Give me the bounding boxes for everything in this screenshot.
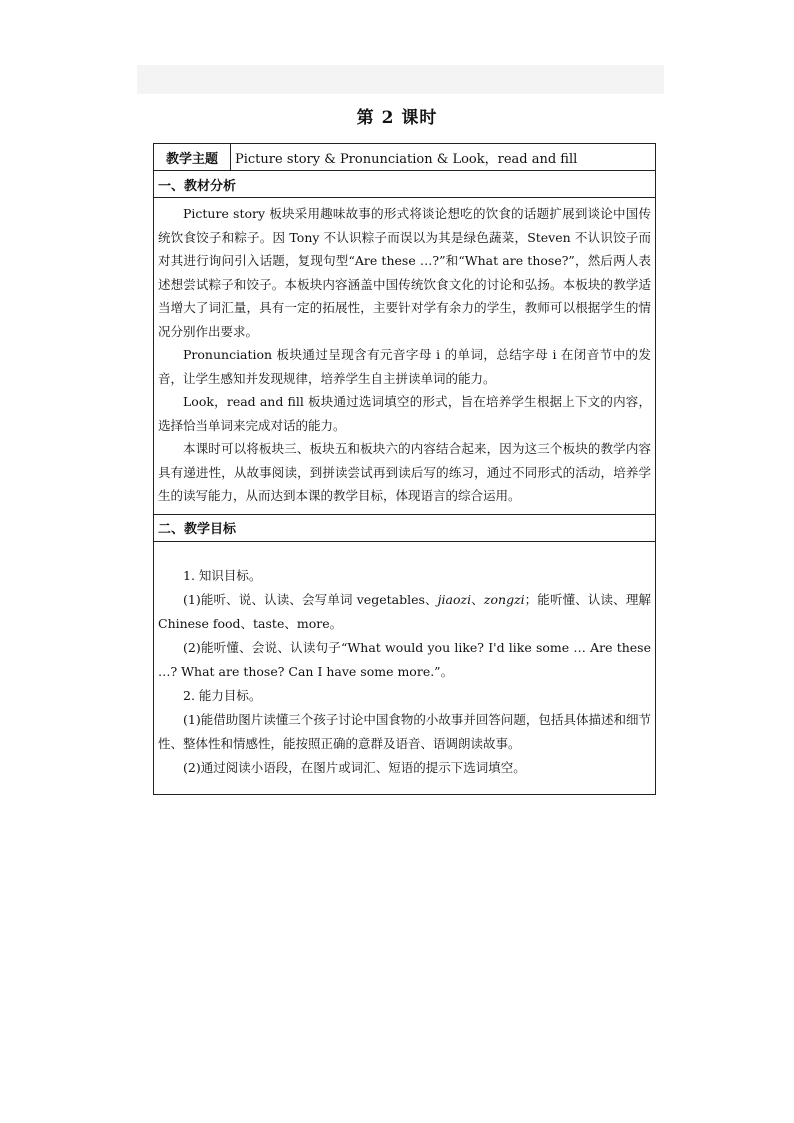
- topic-label: 教学主题: [154, 144, 231, 170]
- goal-separator: 、: [471, 591, 484, 607]
- section-heading-goals: 二、教学目标: [154, 515, 655, 542]
- page-title: 第 2 课时: [356, 108, 438, 128]
- topic-row: [154, 144, 655, 171]
- goal-text: ；能听懂、认读、理解 Chinese food、taste、more。: [158, 591, 651, 631]
- analysis-paragraph: Look，read and fill 板块通过选词填空的形式，旨在培养学生根据上下文的内容，选择恰当单词来完成对话的能力。: [158, 394, 651, 433]
- goal-title-ability: 2. 能力目标。: [183, 687, 262, 703]
- goal-item: (2)能听懂、会说、认读句子“What would you like? I'd like some … Are these …? What are those? Can I have some more.”。: [158, 639, 651, 679]
- analysis-paragraph: Picture story 板块采用趣味故事的形式将谈论想吃的饮食的话题扩展到谈论中国传统饮食饺子和粽子。因 Tony 不认识粽子而误以为其是绿色蔬菜，Steven 不认识饺子而对其进行询问引入话题，复现句型“Are these …?”和“What are those?”，然后两人表述想尝试粽子和饺子。本板块内容涵盖中国传统饮食文化的讨论和弘扬。本板块的教学适当增大了词汇量，具有一定的拓展性，主要针对学有余力的学生，教师可以根据学生的情况分别作出要求。: [158, 206, 651, 339]
- lesson-plan-table: [153, 143, 656, 795]
- header-band: [137, 65, 664, 94]
- goal-word-zongzi: zongzi: [483, 591, 525, 607]
- goal-item: (1)能借助图片读懂三个孩子讨论中国食物的小故事并回答问题，包括具体描述和细节性、整体性和情感性，能按照正确的意群及语音、语调朗读故事。: [158, 711, 651, 751]
- goal-item: (2)通过阅读小语段，在图片或词汇、短语的提示下选词填空。: [183, 759, 526, 775]
- goal-word-jiaozi: jiaozi: [437, 591, 472, 607]
- analysis-paragraph: 本课时可以将板块三、板块五和板块六的内容结合起来，因为这三个板块的教学内容具有递进性，从故事阅读，到拼读尝试再到读后写的练习，通过不同形式的活动，培养学生的读写能力，从而达到本课的教学目标，体现语言的综合运用。: [158, 441, 651, 503]
- goal-title-knowledge: 1. 知识目标。: [183, 567, 262, 583]
- analysis-body: [154, 198, 655, 515]
- goal-item: [158, 588, 651, 636]
- goals-body: [154, 542, 655, 794]
- goal-text: (1)能听、说、认读、会写单词 vegetables、: [183, 591, 438, 607]
- topic-value: Picture story & Pronunciation & Look，read and fill: [235, 151, 578, 167]
- analysis-paragraph: Pronunciation 板块通过呈现含有元音字母 i 的单词，总结字母 i 在闭音节中的发音，让学生感知并发现规律，培养学生自主拼读单词的能力。: [158, 347, 651, 386]
- section-heading-analysis: 一、教材分析: [154, 171, 655, 198]
